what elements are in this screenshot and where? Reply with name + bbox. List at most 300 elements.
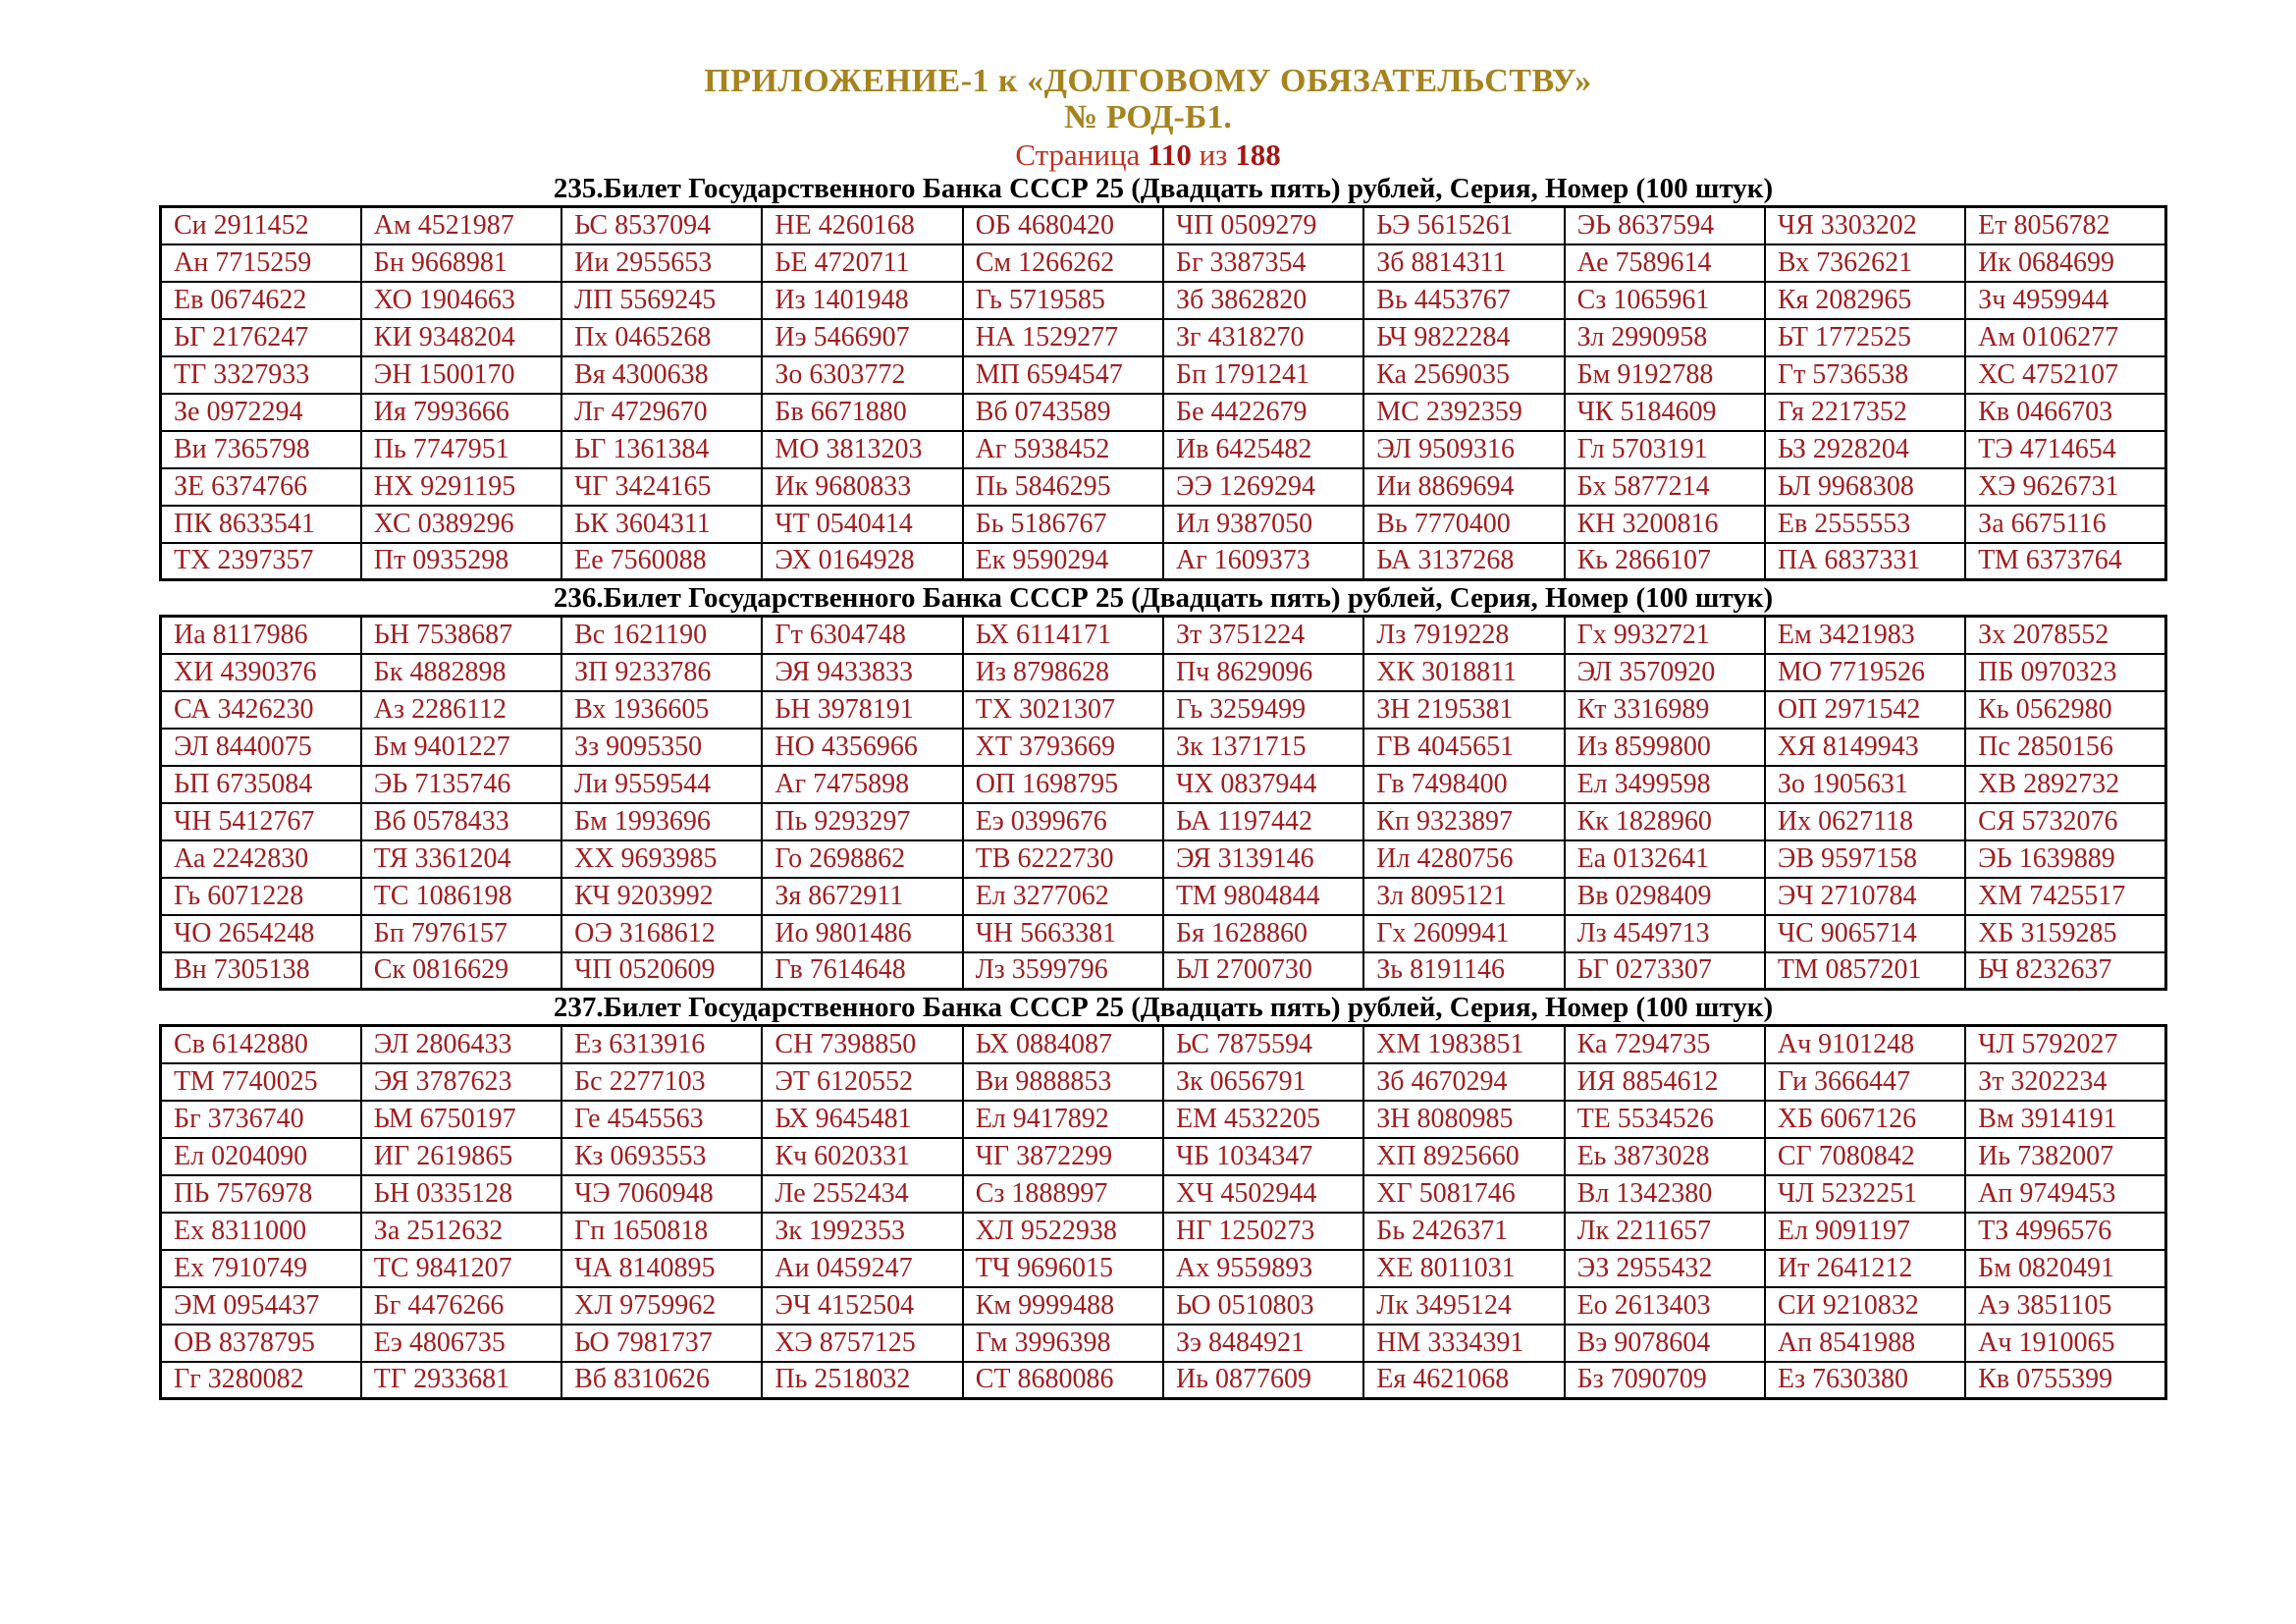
serial-cell: ЬА 1197442 xyxy=(1163,803,1363,840)
table-row xyxy=(161,617,2166,654)
table-row xyxy=(161,1175,2166,1213)
serial-cell: Вь 4453767 xyxy=(1363,282,1564,319)
serial-cell: ЭЗ 2955432 xyxy=(1565,1250,1765,1287)
page-current: 110 xyxy=(1148,137,1192,172)
table-row xyxy=(161,244,2166,282)
serial-cell: ЬК 3604311 xyxy=(561,506,762,543)
serial-cell: См 1266262 xyxy=(963,244,1163,282)
serial-cell: ЭЬ 7135746 xyxy=(361,766,561,803)
serial-cell: Гт 5736538 xyxy=(1765,356,1965,394)
serial-cell: Лк 2211657 xyxy=(1565,1213,1765,1250)
serial-cell: ЧА 8140895 xyxy=(561,1250,762,1287)
serial-cell: ЧГ 3872299 xyxy=(963,1138,1163,1175)
page-indicator xyxy=(0,138,2296,172)
serial-cell: ТЯ 3361204 xyxy=(361,840,561,878)
serial-cell: Бм 0820491 xyxy=(1965,1250,2165,1287)
serial-cell: Еэ 0399676 xyxy=(963,803,1163,840)
serial-cell: Пт 0935298 xyxy=(361,543,561,580)
serial-cell: ХС 0389296 xyxy=(361,506,561,543)
serial-cell: ТХ 2397357 xyxy=(161,543,361,580)
serial-cell: Гь 5719585 xyxy=(963,282,1163,319)
serial-cell: Ви 9888853 xyxy=(963,1063,1163,1101)
serial-cell: Ев 2555553 xyxy=(1765,506,1965,543)
serial-cell: Ии 2955653 xyxy=(561,244,762,282)
serial-cell: ТМ 6373764 xyxy=(1965,543,2165,580)
serial-cell: ЧГ 3424165 xyxy=(561,468,762,506)
serial-cell: ТЭ 4714654 xyxy=(1965,431,2165,468)
serial-cell: Пь 9293297 xyxy=(762,803,962,840)
serial-cell: Ем 3421983 xyxy=(1765,617,1965,654)
serial-cell: ЭЛ 2806433 xyxy=(361,1026,561,1063)
serial-cell: Бз 7090709 xyxy=(1565,1362,1765,1399)
table-row xyxy=(161,1101,2166,1138)
serial-cell: ХЭ 9626731 xyxy=(1965,468,2165,506)
table-row xyxy=(161,394,2166,431)
serial-cell: КН 3200816 xyxy=(1565,506,1765,543)
serial-cell: Гм 3996398 xyxy=(963,1325,1163,1362)
serial-cell: Зл 2990958 xyxy=(1565,319,1765,356)
serial-cell: Вх 7362621 xyxy=(1765,244,1965,282)
table-row xyxy=(161,319,2166,356)
table-row xyxy=(161,878,2166,915)
serial-cell: Зе 0972294 xyxy=(161,394,361,431)
serial-cell: ПА 6837331 xyxy=(1765,543,1965,580)
serial-cell: ХМ 1983851 xyxy=(1363,1026,1564,1063)
serial-cell: ЧБ 1034347 xyxy=(1163,1138,1363,1175)
table-row xyxy=(161,729,2166,766)
serial-cell: ХТ 3793669 xyxy=(963,729,1163,766)
serial-cell: Ия 7993666 xyxy=(361,394,561,431)
serial-cell: ОП 1698795 xyxy=(963,766,1163,803)
serial-cell: ХП 8925660 xyxy=(1363,1138,1564,1175)
serial-cell: ОП 2971542 xyxy=(1765,691,1965,729)
serial-cell: Вя 4300638 xyxy=(561,356,762,394)
serial-cell: Вх 1936605 xyxy=(561,691,762,729)
serial-cell: Ев 0674622 xyxy=(161,282,361,319)
serial-cell: ХБ 6067126 xyxy=(1765,1101,1965,1138)
serial-cell: МП 6594547 xyxy=(963,356,1163,394)
serial-cell: ТХ 3021307 xyxy=(963,691,1163,729)
serial-cell: ЧП 0520609 xyxy=(561,952,762,990)
serial-cell: ЭЛ 3570920 xyxy=(1565,654,1765,691)
serial-cell: Ам 4521987 xyxy=(361,207,561,244)
serial-cell: Ае 7589614 xyxy=(1565,244,1765,282)
serial-cell: ТС 9841207 xyxy=(361,1250,561,1287)
serial-cell: Кв 0466703 xyxy=(1965,394,2165,431)
serial-cell: ЬХ 9645481 xyxy=(762,1101,962,1138)
serial-cell: ЗП 9233786 xyxy=(561,654,762,691)
serial-cell: Зт 3202234 xyxy=(1965,1063,2165,1101)
serial-cell: ЬМ 6750197 xyxy=(361,1101,561,1138)
serial-cell: Ех 8311000 xyxy=(161,1213,361,1250)
serial-table-235 xyxy=(159,205,2167,581)
page-indicator-prefix: Страница xyxy=(1015,137,1141,172)
serial-cell: НМ 3334391 xyxy=(1363,1325,1564,1362)
serial-cell: ЬГ 0273307 xyxy=(1565,952,1765,990)
serial-cell: СН 7398850 xyxy=(762,1026,962,1063)
serial-cell: За 6675116 xyxy=(1965,506,2165,543)
serial-cell: Кя 2082965 xyxy=(1765,282,1965,319)
table-row xyxy=(161,840,2166,878)
serial-cell: ЧЛ 5232251 xyxy=(1765,1175,1965,1213)
serial-cell: Ел 3499598 xyxy=(1565,766,1765,803)
serial-cell: ХБ 3159285 xyxy=(1965,915,2165,952)
serial-cell: Зь 8191146 xyxy=(1363,952,1564,990)
serial-cell: Гт 6304748 xyxy=(762,617,962,654)
serial-cell: ЬП 6735084 xyxy=(161,766,361,803)
serial-cell: Ап 9749453 xyxy=(1965,1175,2165,1213)
serial-cell: Вб 0743589 xyxy=(963,394,1163,431)
serial-cell: Иа 8117986 xyxy=(161,617,361,654)
serial-cell: Пь 2518032 xyxy=(762,1362,962,1399)
serial-cell: Гх 2609941 xyxy=(1363,915,1564,952)
serial-cell: Бь 5186767 xyxy=(963,506,1163,543)
serial-cell: ЬГ 2176247 xyxy=(161,319,361,356)
serial-cell: ЬЛ 2700730 xyxy=(1163,952,1363,990)
table-row xyxy=(161,1362,2166,1399)
serial-cell: Ея 4621068 xyxy=(1363,1362,1564,1399)
serial-cell: ЬЛ 9968308 xyxy=(1765,468,1965,506)
serial-cell: Гя 2217352 xyxy=(1765,394,1965,431)
serial-cell: Зя 8672911 xyxy=(762,878,962,915)
serial-cell: ОВ 8378795 xyxy=(161,1325,361,1362)
serial-cell: Ез 6313916 xyxy=(561,1026,762,1063)
serial-cell: Ик 9680833 xyxy=(762,468,962,506)
serial-cell: СЯ 5732076 xyxy=(1965,803,2165,840)
serial-cell: ЬН 0335128 xyxy=(361,1175,561,1213)
serial-cell: ЭЧ 2710784 xyxy=(1765,878,1965,915)
serial-cell: ЭЬ 1639889 xyxy=(1965,840,2165,878)
table-row xyxy=(161,654,2166,691)
serial-cell: ЭЬ 8637594 xyxy=(1565,207,1765,244)
serial-cell: ТВ 6222730 xyxy=(963,840,1163,878)
serial-cell: ПБ 0970323 xyxy=(1965,654,2165,691)
serial-cell: Зо 6303772 xyxy=(762,356,962,394)
serial-cell: ТГ 2933681 xyxy=(361,1362,561,1399)
serial-cell: ЧО 2654248 xyxy=(161,915,361,952)
serial-cell: ТМ 7740025 xyxy=(161,1063,361,1101)
serial-cell: ОЭ 3168612 xyxy=(561,915,762,952)
table-row xyxy=(161,1026,2166,1063)
serial-cell: ЬЭ 5615261 xyxy=(1363,207,1564,244)
serial-cell: Еэ 4806735 xyxy=(361,1325,561,1362)
serial-cell: Пь 7747951 xyxy=(361,431,561,468)
serial-cell: Ви 7365798 xyxy=(161,431,361,468)
serial-cell: Ив 6425482 xyxy=(1163,431,1363,468)
serial-cell: Ех 7910749 xyxy=(161,1250,361,1287)
serial-cell: ХХ 9693985 xyxy=(561,840,762,878)
serial-cell: Ел 9091197 xyxy=(1765,1213,1965,1250)
serial-cell: Ск 0816629 xyxy=(361,952,561,990)
serial-cell: ЬХ 0884087 xyxy=(963,1026,1163,1063)
serial-cell: Сз 1888997 xyxy=(963,1175,1163,1213)
serial-cell: Бм 1993696 xyxy=(561,803,762,840)
serial-cell: ХМ 7425517 xyxy=(1965,878,2165,915)
serial-cell: Ач 9101248 xyxy=(1765,1026,1965,1063)
serial-cell: Вм 3914191 xyxy=(1965,1101,2165,1138)
serial-cell: ЭН 1500170 xyxy=(361,356,561,394)
serial-cell: ЧП 0509279 xyxy=(1163,207,1363,244)
serial-cell: Ео 2613403 xyxy=(1565,1287,1765,1325)
document-title: ПРИЛОЖЕНИЕ-1 к «ДОЛГОВОМУ ОБЯЗАТЕЛЬСТВУ» xyxy=(704,63,1592,99)
serial-cell: Пх 0465268 xyxy=(561,319,762,356)
serial-cell: Вн 7305138 xyxy=(161,952,361,990)
serial-cell: ЬЗ 2928204 xyxy=(1765,431,1965,468)
serial-cell: Лз 7919228 xyxy=(1363,617,1564,654)
serial-cell: ЬГ 1361384 xyxy=(561,431,762,468)
serial-cell: ЬС 8537094 xyxy=(561,207,762,244)
serial-cell: Зб 8814311 xyxy=(1363,244,1564,282)
serial-cell: Гх 9932721 xyxy=(1565,617,1765,654)
serial-cell: ЭТ 6120552 xyxy=(762,1063,962,1101)
serial-cell: Пь 5846295 xyxy=(963,468,1163,506)
serial-cell: Ее 7560088 xyxy=(561,543,762,580)
table-row xyxy=(161,1325,2166,1362)
serial-cell: Зк 0656791 xyxy=(1163,1063,1363,1101)
serial-cell: ЬЧ 9822284 xyxy=(1363,319,1564,356)
serial-cell: СИ 9210832 xyxy=(1765,1287,1965,1325)
serial-cell: ТГ 3327933 xyxy=(161,356,361,394)
serial-cell: ЭМ 0954437 xyxy=(161,1287,361,1325)
serial-cell: МО 3813203 xyxy=(762,431,962,468)
serial-cell: Из 1401948 xyxy=(762,282,962,319)
serial-cell: ЧЭ 7060948 xyxy=(561,1175,762,1213)
serial-cell: ХВ 2892732 xyxy=(1965,766,2165,803)
serial-cell: Еа 0132641 xyxy=(1565,840,1765,878)
serial-cell: ЛП 5569245 xyxy=(561,282,762,319)
serial-cell: ОБ 4680420 xyxy=(963,207,1163,244)
serial-cell: ЬА 3137268 xyxy=(1363,543,1564,580)
serial-cell: ЭЯ 3787623 xyxy=(361,1063,561,1101)
serial-cell: ТС 1086198 xyxy=(361,878,561,915)
serial-cell: Зо 1905631 xyxy=(1765,766,1965,803)
serial-cell: Вб 0578433 xyxy=(361,803,561,840)
serial-table-237 xyxy=(159,1024,2167,1400)
serial-cell: ЬН 7538687 xyxy=(361,617,561,654)
serial-cell: ЬН 3978191 xyxy=(762,691,962,729)
serial-cell: Бг 4476266 xyxy=(361,1287,561,1325)
serial-cell: Вб 8310626 xyxy=(561,1362,762,1399)
serial-cell: ТЕ 5534526 xyxy=(1565,1101,1765,1138)
serial-cell: Аг 5938452 xyxy=(963,431,1163,468)
serial-cell: ХЛ 9522938 xyxy=(963,1213,1163,1250)
serial-cell: Ез 7630380 xyxy=(1765,1362,1965,1399)
serial-cell: Ач 1910065 xyxy=(1965,1325,2165,1362)
serial-cell: ЬЕ 4720711 xyxy=(762,244,962,282)
serial-cell: НО 4356966 xyxy=(762,729,962,766)
serial-cell: Ил 4280756 xyxy=(1363,840,1564,878)
serial-cell: Ге 4545563 xyxy=(561,1101,762,1138)
serial-cell: ХГ 5081746 xyxy=(1363,1175,1564,1213)
serial-cell: Ах 9559893 xyxy=(1163,1250,1363,1287)
serial-cell: ХЯ 8149943 xyxy=(1765,729,1965,766)
serial-cell: Ли 9559544 xyxy=(561,766,762,803)
serial-cell: Сз 1065961 xyxy=(1565,282,1765,319)
serial-cell: ЬЧ 8232637 xyxy=(1965,952,2165,990)
serial-cell: ЧС 9065714 xyxy=(1765,915,1965,952)
serial-cell: НА 1529277 xyxy=(963,319,1163,356)
table-row xyxy=(161,1213,2166,1250)
serial-cell: Лз 3599796 xyxy=(963,952,1163,990)
serial-cell: Бк 4882898 xyxy=(361,654,561,691)
serial-cell: Бх 5877214 xyxy=(1565,468,1765,506)
serial-cell: Гп 1650818 xyxy=(561,1213,762,1250)
serial-cell: МС 2392359 xyxy=(1363,394,1564,431)
serial-cell: Пч 8629096 xyxy=(1163,654,1363,691)
serial-cell: Ап 8541988 xyxy=(1765,1325,1965,1362)
serial-cell: Ел 3277062 xyxy=(963,878,1163,915)
serial-cell: ЬО 7981737 xyxy=(561,1325,762,1362)
serial-cell: ЗН 8080985 xyxy=(1363,1101,1564,1138)
serial-cell: ЧЛ 5792027 xyxy=(1965,1026,2165,1063)
serial-cell: Ит 2641212 xyxy=(1765,1250,1965,1287)
serial-cell: Гл 5703191 xyxy=(1565,431,1765,468)
serial-cell: Ги 3666447 xyxy=(1765,1063,1965,1101)
serial-cell: ЕМ 4532205 xyxy=(1163,1101,1363,1138)
serial-cell: Зч 4959944 xyxy=(1965,282,2165,319)
table-row xyxy=(161,1287,2166,1325)
serial-cell: Аз 2286112 xyxy=(361,691,561,729)
serial-cell: Ел 9417892 xyxy=(963,1101,1163,1138)
page-total: 188 xyxy=(1235,137,1281,172)
table-title-236: 236.Билет Государственного Банка СССР 25 (Двадцать пять) рублей, Серия, Номер (100 штук) xyxy=(553,582,1774,614)
serial-cell: Вь 7770400 xyxy=(1363,506,1564,543)
serial-cell: ЗН 2195381 xyxy=(1363,691,1564,729)
serial-cell: ТЧ 9696015 xyxy=(963,1250,1163,1287)
serial-cell: ЬС 7875594 xyxy=(1163,1026,1363,1063)
serial-cell: Кь 0562980 xyxy=(1965,691,2165,729)
serial-cell: СА 3426230 xyxy=(161,691,361,729)
serial-cell: Си 2911452 xyxy=(161,207,361,244)
serial-cell: Бм 9192788 xyxy=(1565,356,1765,394)
table-row xyxy=(161,1250,2166,1287)
serial-cell: Ио 9801486 xyxy=(762,915,962,952)
serial-cell: ЭЛ 9509316 xyxy=(1363,431,1564,468)
serial-cell: Ет 8056782 xyxy=(1965,207,2165,244)
serial-cell: Бп 1791241 xyxy=(1163,356,1363,394)
serial-cell: ЧН 5663381 xyxy=(963,915,1163,952)
serial-cell: Аа 2242830 xyxy=(161,840,361,878)
serial-cell: НГ 1250273 xyxy=(1163,1213,1363,1250)
serial-cell: Пс 2850156 xyxy=(1965,729,2165,766)
serial-cell: КИ 9348204 xyxy=(361,319,561,356)
serial-cell: ЭХ 0164928 xyxy=(762,543,962,580)
serial-cell: ЭЭ 1269294 xyxy=(1163,468,1363,506)
serial-cell: Гь 6071228 xyxy=(161,878,361,915)
serial-cell: Ан 7715259 xyxy=(161,244,361,282)
serial-cell: Лк 3495124 xyxy=(1363,1287,1564,1325)
serial-cell: СГ 7080842 xyxy=(1765,1138,1965,1175)
table-row xyxy=(161,506,2166,543)
serial-cell: Аэ 3851105 xyxy=(1965,1287,2165,1325)
serial-cell: Зз 9095350 xyxy=(561,729,762,766)
serial-cell: Ек 9590294 xyxy=(963,543,1163,580)
serial-cell: Иь 0877609 xyxy=(1163,1362,1363,1399)
serial-cell: Бв 6671880 xyxy=(762,394,962,431)
serial-cell: ХЭ 8757125 xyxy=(762,1325,962,1362)
serial-cell: Зэ 8484921 xyxy=(1163,1325,1363,1362)
serial-cell: Св 6142880 xyxy=(161,1026,361,1063)
table-row xyxy=(161,468,2166,506)
banknote-section-236 xyxy=(0,583,2296,991)
serial-cell: Бе 4422679 xyxy=(1163,394,1363,431)
serial-cell: Гь 3259499 xyxy=(1163,691,1363,729)
serial-cell: Зк 1371715 xyxy=(1163,729,1363,766)
serial-cell: Лг 4729670 xyxy=(561,394,762,431)
serial-cell: Кз 0693553 xyxy=(561,1138,762,1175)
table-title-235: 235.Билет Государственного Банка СССР 25 (Двадцать пять) рублей, Серия, Номер (100 штук) xyxy=(553,173,1774,204)
serial-cell: ЬХ 6114171 xyxy=(963,617,1163,654)
serial-cell: КЧ 9203992 xyxy=(561,878,762,915)
serial-cell: ЧТ 0540414 xyxy=(762,506,962,543)
serial-cell: Аг 7475898 xyxy=(762,766,962,803)
serial-cell: Ле 2552434 xyxy=(762,1175,962,1213)
serial-cell: Бь 2426371 xyxy=(1363,1213,1564,1250)
serial-cell: Гг 3280082 xyxy=(161,1362,361,1399)
serial-cell: ХЧ 4502944 xyxy=(1163,1175,1363,1213)
serial-cell: Ии 8869694 xyxy=(1363,468,1564,506)
serial-cell: Бм 9401227 xyxy=(361,729,561,766)
serial-cell: ХК 3018811 xyxy=(1363,654,1564,691)
serial-cell: ТЗ 4996576 xyxy=(1965,1213,2165,1250)
serial-cell: Аг 1609373 xyxy=(1163,543,1363,580)
serial-cell: ЭЛ 8440075 xyxy=(161,729,361,766)
serial-cell: ХЕ 8011031 xyxy=(1363,1250,1564,1287)
table-row xyxy=(161,766,2166,803)
table-row xyxy=(161,691,2166,729)
serial-cell: Вв 0298409 xyxy=(1565,878,1765,915)
serial-cell: Го 2698862 xyxy=(762,840,962,878)
table-row xyxy=(161,952,2166,990)
table-row xyxy=(161,1063,2166,1101)
serial-cell: ЬТ 1772525 xyxy=(1765,319,1965,356)
serial-cell: ПЬ 7576978 xyxy=(161,1175,361,1213)
table-row xyxy=(161,356,2166,394)
serial-cell: ХО 1904663 xyxy=(361,282,561,319)
table-row xyxy=(161,1138,2166,1175)
serial-cell: Гв 7498400 xyxy=(1363,766,1564,803)
serial-cell: Бг 3736740 xyxy=(161,1101,361,1138)
serial-cell: Кп 9323897 xyxy=(1363,803,1564,840)
serial-cell: ПК 8633541 xyxy=(161,506,361,543)
page-indicator-separator: из xyxy=(1199,137,1228,172)
serial-cell: Вл 1342380 xyxy=(1565,1175,1765,1213)
serial-cell: ГВ 4045651 xyxy=(1363,729,1564,766)
serial-cell: ИГ 2619865 xyxy=(361,1138,561,1175)
serial-cell: ХИ 4390376 xyxy=(161,654,361,691)
serial-cell: ЭЧ 4152504 xyxy=(762,1287,962,1325)
table-row xyxy=(161,431,2166,468)
serial-cell: ЭВ 9597158 xyxy=(1765,840,1965,878)
serial-cell: Бя 1628860 xyxy=(1163,915,1363,952)
table-row xyxy=(161,207,2166,244)
serial-cell: Кк 1828960 xyxy=(1565,803,1765,840)
serial-cell: ЧН 5412767 xyxy=(161,803,361,840)
serial-cell: Зг 4318270 xyxy=(1163,319,1363,356)
serial-cell: Бг 3387354 xyxy=(1163,244,1363,282)
serial-cell: Бп 7976157 xyxy=(361,915,561,952)
serial-cell: МО 7719526 xyxy=(1765,654,1965,691)
serial-cell: ЧЯ 3303202 xyxy=(1765,207,1965,244)
serial-cell: ТМ 9804844 xyxy=(1163,878,1363,915)
serial-cell: Аи 0459247 xyxy=(762,1250,962,1287)
serial-cell: Иь 7382007 xyxy=(1965,1138,2165,1175)
serial-cell: Бн 9668981 xyxy=(361,244,561,282)
serial-cell: СТ 8680086 xyxy=(963,1362,1163,1399)
serial-cell: НЕ 4260168 xyxy=(762,207,962,244)
serial-cell: Зх 2078552 xyxy=(1965,617,2165,654)
serial-cell: Еь 3873028 xyxy=(1565,1138,1765,1175)
